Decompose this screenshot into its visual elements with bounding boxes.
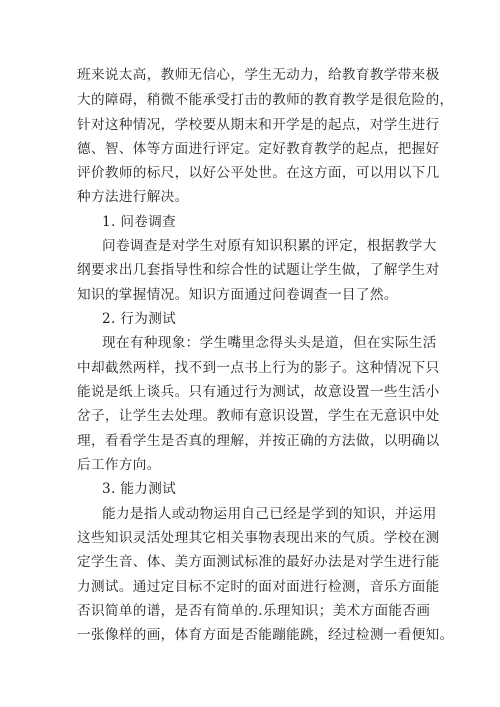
text-line: 中却截然两样，找不到一点书上行为的影子。这种情况下只 xyxy=(77,360,440,376)
text-line: 德、智、体等方面进行评定。定好教育教学的起点，把握好 xyxy=(77,141,440,157)
section-heading: 2. 行为测试 xyxy=(102,311,177,327)
text-line: 力测试。通过定目标不定时的面对面进行检测，音乐方面能 xyxy=(77,579,440,595)
text-line: 现在有种现象：学生嘴里念得头头是道，但在实际生活 xyxy=(102,335,437,351)
text-line: 评价教师的标尺，以好公平处世。在这方面，可以用以下几 xyxy=(77,165,440,181)
text-line: 后工作方向。 xyxy=(77,457,161,473)
text-line: 纲要求出几套指导性和综合性的试题让学生做，了解学生对 xyxy=(77,262,440,278)
text-line: 能力是指人或动物运用自己已经是学到的知识，并运用 xyxy=(102,506,437,522)
text-line: 班来说太高，教师无信心，学生无动力，给教育教学带来极 xyxy=(77,67,440,83)
text-line: 理，看看学生是否真的理解，并按正确的方法做，以明确以 xyxy=(77,433,440,449)
text-line: 一张像样的画，体育方面是否能蹦能跳，经过检测一看便知。 xyxy=(77,627,454,643)
text-line: 大的障碍，稍微不能承受打击的教师的教育教学是很危险的， xyxy=(77,92,454,108)
text-line: 能说是纸上谈兵。只有通过行为测试，故意设置一些生活小 xyxy=(77,384,440,400)
text-line: 否识简单的谱，是否有简单的.乐理知识；美术方面能否画 xyxy=(77,603,431,619)
text-line: 知识的掌握情况。知识方面通过问卷调查一目了然。 xyxy=(77,287,398,303)
text-line: 种方法进行解决。 xyxy=(77,189,189,205)
text-line: 针对这种情况，学校要从期末和开学是的起点，对学生进行 xyxy=(77,117,440,133)
text-line: 定学生音、体、美方面测试标准的最好办法是对学生进行能 xyxy=(77,554,440,570)
section-heading: 1. 问卷调查 xyxy=(102,214,177,230)
text-line: 岔子，让学生去处理。教师有意识设置，学生在无意识中处 xyxy=(77,408,440,424)
text-line: 问卷调查是对学生对原有知识积累的评定，根据教学大 xyxy=(102,238,437,254)
text-line: 这些知识灵活处理其它相关事物表现出来的气质。学校在测 xyxy=(77,530,440,546)
section-heading: 3. 能力测试 xyxy=(102,481,177,497)
